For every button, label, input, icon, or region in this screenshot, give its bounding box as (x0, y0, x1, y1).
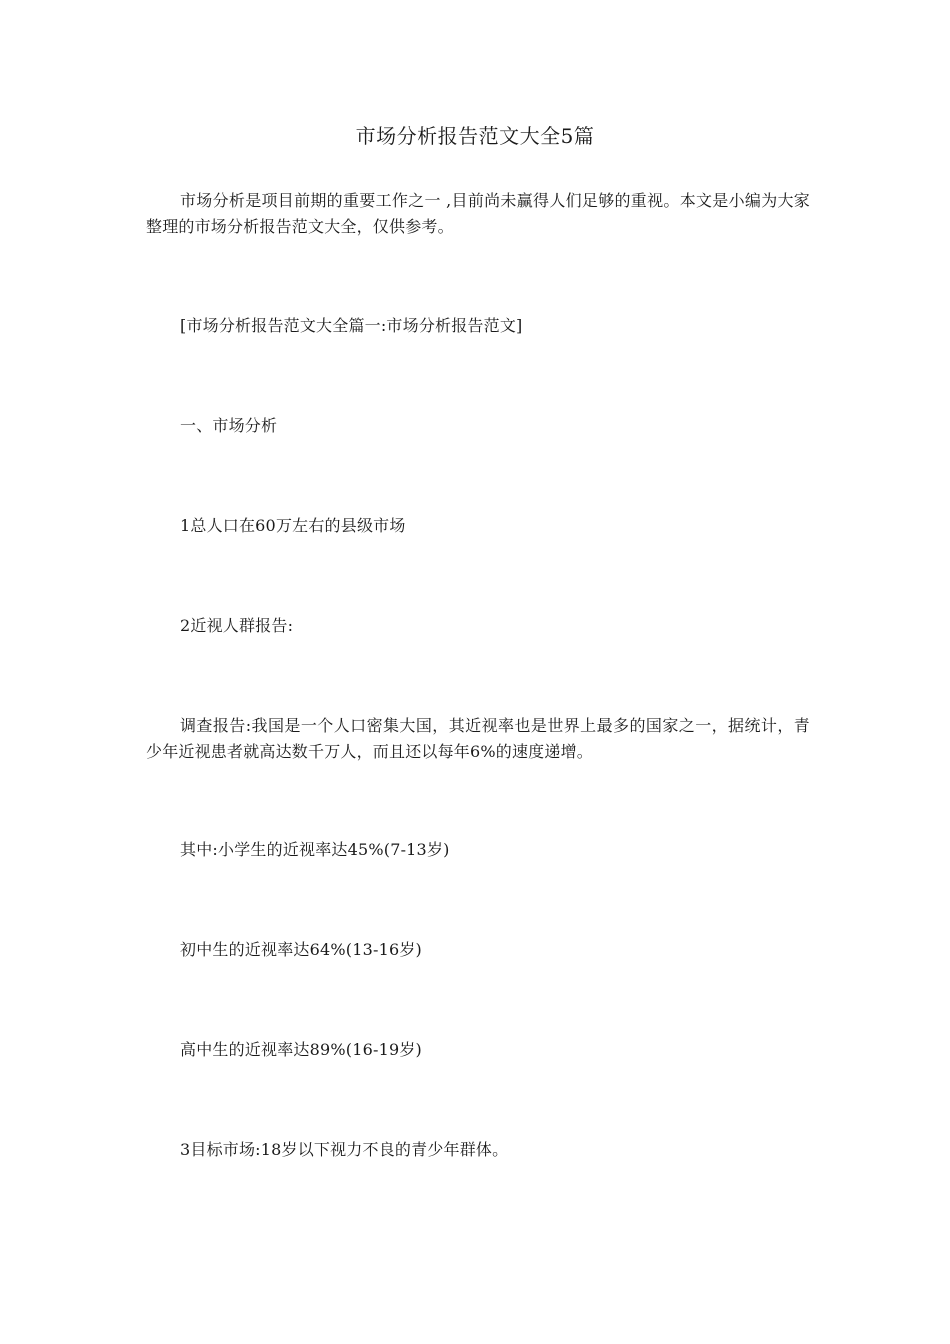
stat-middle-school: 初中生的近视率达64%(13-16岁) (180, 940, 422, 959)
stat-primary-school: 其中:小学生的近视率达45%(7-13岁) (180, 840, 450, 859)
section-heading: [市场分析报告范文大全篇一:市场分析报告范文] (180, 316, 523, 335)
intro-paragraph: 市场分析是项目前期的重要工作之一 ,目前尚未赢得人们足够的重视。本文是小编为大家整理的市场分析报告范文大全，仅供参考。 (146, 191, 810, 236)
item-target-market: 3目标市场:18岁以下视力不良的青少年群体。 (180, 1140, 509, 1159)
item-myopia-report: 2近视人群报告: (180, 616, 294, 635)
survey-paragraph: 调查报告:我国是一个人口密集大国，其近视率也是世界上最多的国家之一，据统计，青少年近视患者就高达数千万人，而且还以每年6%的速度递增。 (146, 716, 810, 761)
heading-market-analysis: 一、市场分析 (180, 416, 278, 435)
document-title: 市场分析报告范文大全5篇 (355, 124, 595, 148)
item-population: 1总人口在60万左右的县级市场 (180, 516, 406, 535)
stat-high-school: 高中生的近视率达89%(16-19岁) (180, 1040, 422, 1059)
